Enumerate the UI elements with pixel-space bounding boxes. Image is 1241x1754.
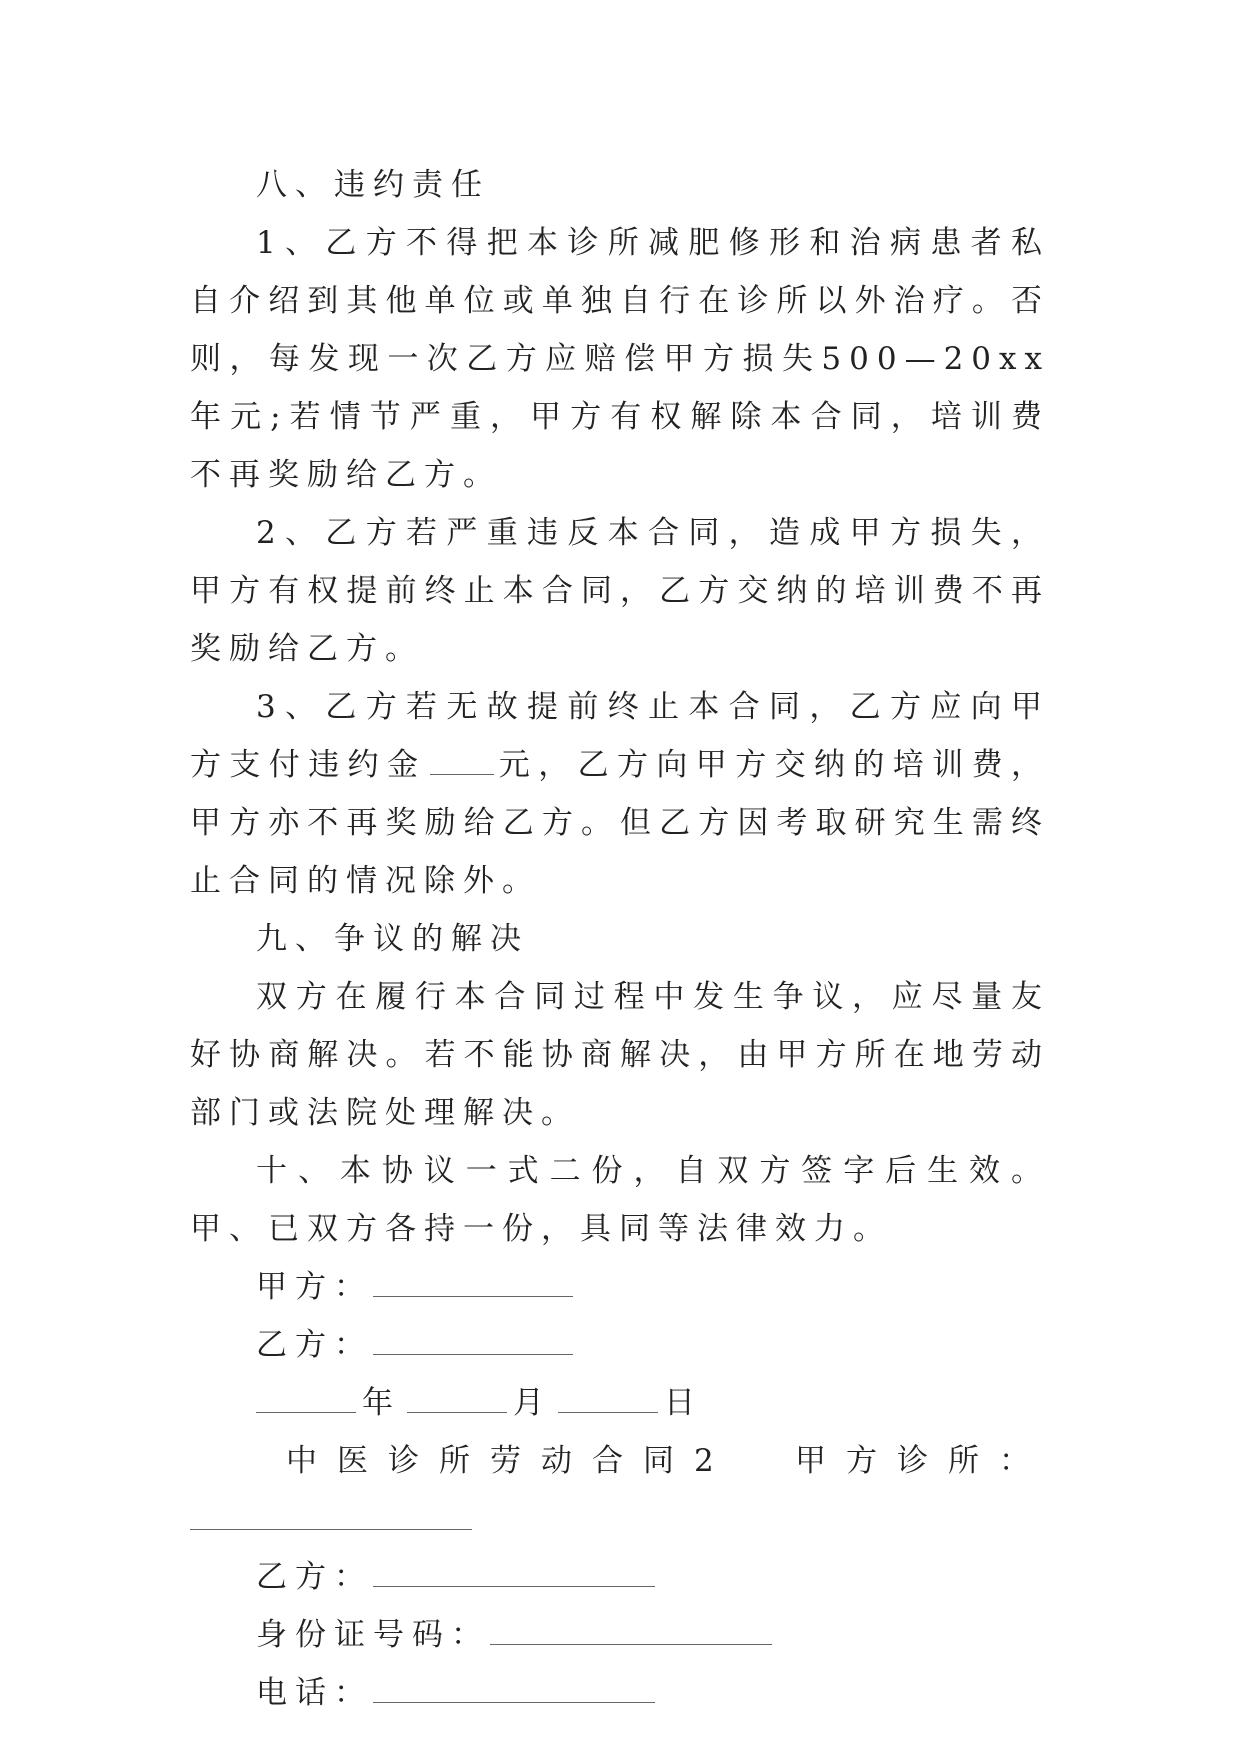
phone-blank <box>373 1701 655 1703</box>
item-3-text-a: 3、乙方若无故提前终止本合同，乙方应向甲方支付违约金 <box>190 689 1050 783</box>
penalty-amount-blank <box>430 773 494 775</box>
contract-2-party-a-label: 甲方诊所： <box>795 1443 1050 1479</box>
contract-2-party-b-label: 乙方： <box>256 1559 373 1595</box>
month-label: 月 <box>513 1385 552 1421</box>
date-line <box>190 1374 1050 1432</box>
phone-label: 电话： <box>256 1675 373 1711</box>
phone-line <box>190 1664 1050 1722</box>
document-body <box>190 156 1050 1722</box>
day-blank <box>558 1411 658 1413</box>
section-9-heading: 九、争议的解决 <box>256 921 529 957</box>
contract-2-party-a-blank <box>190 1528 472 1530</box>
year-blank <box>256 1411 356 1413</box>
party-b-label: 乙方： <box>256 1327 373 1363</box>
id-number-line <box>190 1606 1050 1664</box>
section-8-heading: 八、违约责任 <box>256 167 490 203</box>
id-number-label: 身份证号码： <box>256 1617 490 1653</box>
month-blank <box>407 1411 507 1413</box>
contract-2-party-a-underline-row <box>190 1490 1050 1548</box>
section-10-body: 十、本协议一式二份，自双方签字后生效。甲、已双方各持一份，具同等法律效力。 <box>190 1153 1050 1247</box>
party-b-blank <box>373 1353 573 1355</box>
contract-2-party-b-blank <box>373 1585 655 1587</box>
party-a-label: 甲方： <box>256 1269 373 1305</box>
contract-2-title-line <box>190 1432 1050 1490</box>
party-a-signature-line <box>190 1258 1050 1316</box>
section-8-item-2: 2、乙方若严重违反本合同，造成甲方损失，甲方有权提前终止本合同，乙方交纳的培训费不再奖励给乙方。 <box>190 515 1050 667</box>
section-9-body: 双方在履行本合同过程中发生争议，应尽量友好协商解决。若不能协商解决，由甲方所在地劳动部门或法院处理解决。 <box>190 979 1050 1131</box>
contract-2-title: 中医诊所劳动合同2 <box>286 1443 734 1479</box>
section-8-item-3 <box>190 678 1050 910</box>
item-3-text-b: 元，乙方向甲方交纳的培训费，甲方亦不再奖励给乙方。但乙方因考取研究生需终止合同的情况除外。 <box>190 747 1051 899</box>
year-label: 年 <box>362 1385 401 1421</box>
party-b-signature-line <box>190 1316 1050 1374</box>
party-a-blank <box>373 1295 573 1297</box>
section-8-item-1: 1、乙方不得把本诊所减肥修形和治病患者私自介绍到其他单位或单独自行在诊所以外治疗。否则，每发现一次乙方应赔偿甲方损失500—20xx年元;若情节严重，甲方有权解除本合同，培训费不再奖励给乙方。 <box>190 225 1050 493</box>
day-label: 日 <box>664 1385 703 1421</box>
contract-2-party-b-line <box>190 1548 1050 1606</box>
id-number-blank <box>490 1643 772 1645</box>
